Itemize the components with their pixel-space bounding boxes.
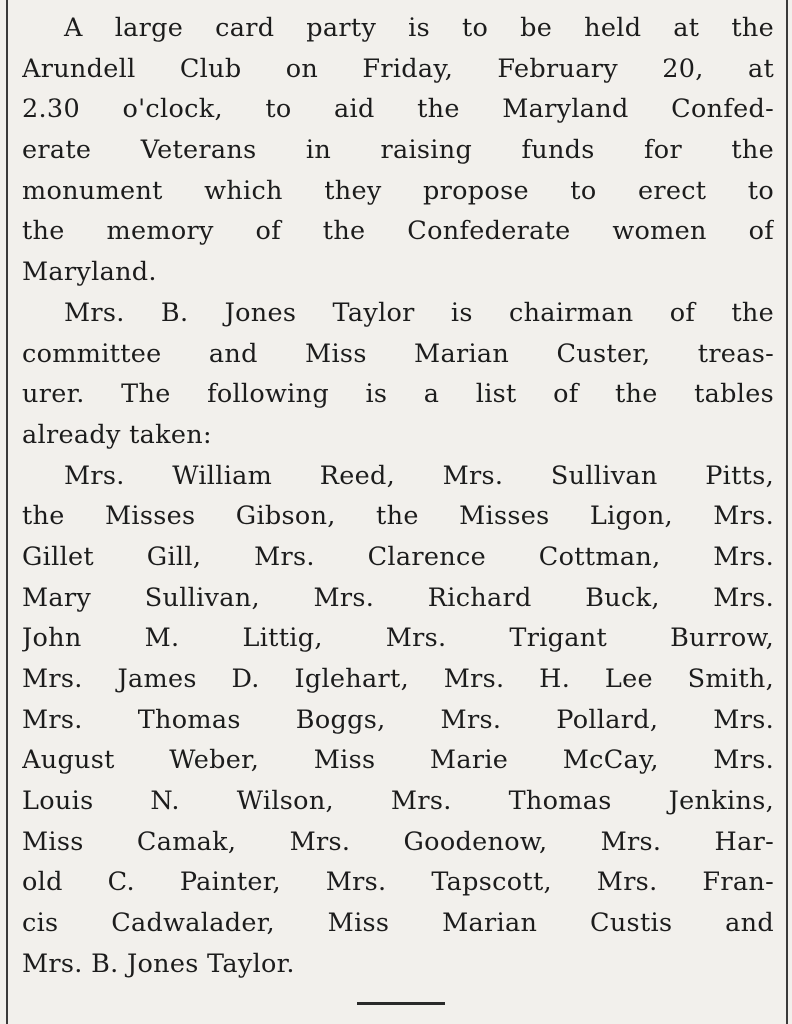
text-line: the Misses Gibson, the Misses Ligon, Mrs. [22, 501, 774, 532]
text-line: August Weber, Miss Marie McCay, Mrs. [22, 745, 774, 776]
paragraph-table-list [22, 456, 774, 985]
text-line: monument which they propose to erect to [22, 175, 774, 206]
newspaper-article [22, 8, 774, 985]
text-line: 2.30 o'clock, to aid the Maryland Confed- [22, 94, 774, 125]
text-line: already taken: [22, 419, 212, 450]
paragraph-announcement [22, 8, 774, 293]
text-line: committee and Miss Marian Custer, treas- [22, 338, 774, 369]
paragraph-committee [22, 293, 774, 456]
text-line: A large card party is to be held at the [64, 13, 774, 43]
text-line: urer. The following is a list of the tables [22, 379, 774, 410]
text-line: Arundell Club on Friday, February 20, at [22, 53, 774, 84]
text-line: old C. Painter, Mrs. Tapscott, Mrs. Fran- [22, 867, 774, 898]
text-line: cis Cadwalader, Miss Marian Custis and [22, 908, 774, 939]
text-line: Mrs. James D. Iglehart, Mrs. H. Lee Smith, [22, 664, 774, 694]
text-line: Mrs. B. Jones Taylor is chairman of the [64, 297, 774, 328]
text-line: Gillet Gill, Mrs. Clarence Cottman, Mrs. [22, 541, 774, 572]
text-line: Mrs. William Reed, Mrs. Sullivan Pitts, [64, 460, 774, 491]
text-line: Miss Camak, Mrs. Goodenow, Mrs. Har- [22, 826, 774, 857]
article-end-rule [357, 1002, 445, 1005]
text-line: the memory of the Confederate women of [22, 216, 774, 247]
column-rule-right [786, 0, 788, 1024]
column-rule-left [6, 0, 8, 1024]
text-line: Louis N. Wilson, Mrs. Thomas Jenkins, [22, 786, 774, 817]
text-line: Mrs. B. Jones Taylor. [22, 948, 295, 979]
text-line: John M. Littig, Mrs. Trigant Burrow, [22, 623, 774, 654]
text-line: Mary Sullivan, Mrs. Richard Buck, Mrs. [22, 582, 774, 613]
text-line: Maryland. [22, 257, 157, 288]
text-line: erate Veterans in raising funds for the [22, 135, 774, 166]
text-line: Mrs. Thomas Boggs, Mrs. Pollard, Mrs. [22, 704, 774, 735]
